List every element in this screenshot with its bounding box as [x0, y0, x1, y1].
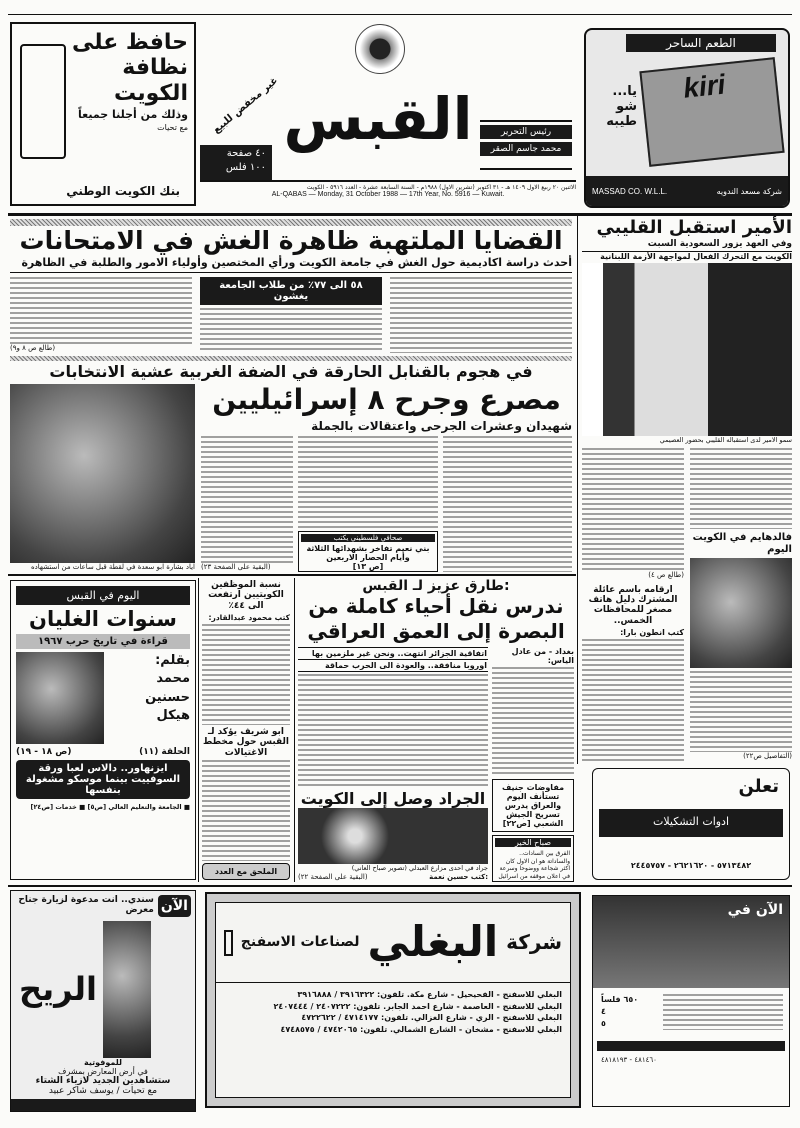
author: محمد	[156, 671, 190, 687]
ad-text: مع تحيات	[157, 122, 188, 132]
date-line-arabic: الاثنين ٢٠ ربيع الاول ١٤٠٩ هـ - ٣١ اكتوبر (تشرين الاول) ١٩٨٨م - السنة السابعة عشرة - العدد ٥٩١٦ - الكويت	[306, 184, 576, 191]
westbank-kicker: في هجوم بالقنابل الحارقة في الضفة الغربية عشية الانتخابات	[49, 362, 533, 381]
locust-photo	[298, 808, 488, 864]
ad-title: تعلن	[738, 776, 779, 797]
today-episode: الحلقة (١١)	[139, 747, 190, 758]
ad-baghli	[205, 892, 581, 1108]
article-body-text	[443, 436, 572, 572]
ad-text: حافظ على	[71, 30, 188, 55]
ad-new: ستشاهدين الجديد لازياء الشتاء	[35, 1076, 171, 1086]
slogan-line: يا...	[612, 84, 637, 99]
aziz-sub: اتفاقية الجزائر انتهت.. ونحن غير ملزمين بها	[298, 647, 488, 660]
locust-headline: الجراد وصل إلى الكويت	[300, 789, 486, 809]
ad-phones: ٥٧١٣٤٨٢ - ٢٦٢١٦٢٠ - ٢٤٤٥٧٥٧	[630, 861, 752, 870]
article-body-text	[390, 277, 572, 354]
box-page: [ص ١٣]	[352, 562, 384, 571]
product-box-image	[639, 57, 784, 167]
waldheim-photo	[690, 558, 792, 668]
author: حسنين	[145, 689, 190, 705]
branch-line: البغلي للاسفنج - العاصمة - شارع احمد الجابر. تلفون: ٢٤٠٧٢٢٢ / ٢٤٠٧٤٤٤	[273, 1001, 562, 1011]
employees-column	[202, 580, 290, 880]
jump-line: (التفاصيل ص٢٢)	[743, 752, 792, 761]
westbank-headline: مصرع وجرح ٨ إسرائيليين	[212, 383, 561, 417]
article-body-text	[582, 448, 684, 571]
today-byline	[108, 652, 190, 744]
ad-prices	[601, 994, 638, 1030]
ad-phones: ٤٨١٤٦٠ - ٤٨١٨١٩٣	[601, 1056, 657, 1064]
article-body-text	[201, 436, 293, 563]
ad-company: شركة	[506, 930, 562, 954]
logo-icon	[224, 930, 233, 956]
lead-headline: القضايا الملتهبة ظاهرة الغش في الامتحانات	[19, 226, 563, 255]
brand-kiri: kiri	[681, 68, 727, 104]
article-body-text	[298, 674, 488, 787]
emir-phone-column	[582, 448, 684, 762]
jump-line: (طالع ص ٨ و٩)	[10, 343, 56, 352]
jump-line: (طالع ص ٤)	[648, 570, 684, 579]
box-text: بني نعيم تفاخر بشهدائها الثلاثة وأيام الحصار الاربعين	[306, 544, 430, 562]
price-item: ٦٥٠ فلساً	[601, 995, 639, 1004]
ad-band	[597, 1041, 785, 1051]
price-note: غير مخفض للبيع	[210, 75, 281, 136]
ad-brand: الريح	[19, 970, 97, 1009]
box-kicker: صحافي فلسطيني يكتب	[301, 534, 435, 542]
today-subtitle: قراءة في تاريخ حرب ١٩٦٧	[16, 634, 190, 649]
editor-box	[480, 120, 572, 170]
article-body-text	[690, 671, 792, 752]
hatch-band	[10, 356, 572, 361]
article-body-text	[200, 308, 382, 354]
center-column	[298, 578, 574, 882]
page-count: ٤٠ صفحة	[226, 148, 266, 159]
hatch-band	[10, 219, 572, 226]
article-body-text	[690, 448, 792, 529]
article-body-text	[582, 639, 684, 762]
good-morning-box	[492, 835, 574, 882]
ad-now: الآن	[158, 895, 191, 917]
heikal-photo	[16, 652, 104, 744]
lead-callout-box: ٥٨ الى ٧٧٪ من طلاب الجامعة يغشون	[200, 277, 382, 305]
top-rule	[8, 14, 792, 15]
ad-text: نظافة	[122, 55, 188, 81]
author: هيكل	[156, 707, 190, 723]
today-black-box: ايزنهاور.. دالاس لعبا ورقة السوفييت بينما موسكو مشغولة بنفسها	[16, 760, 190, 799]
lead-subhead: أحدث دراسة اكاديمية حول الغش في جامعة الكويت ورأي المختصين وأولياء الامور والطلبة في الظاهرة	[10, 256, 572, 273]
aziz-sub: اوروبا منافقة.. والعودة الى الحرب حماقة	[298, 660, 488, 672]
thick-rule	[8, 213, 792, 216]
article-body-text	[492, 667, 574, 777]
ad-brand-baghli: البغلي	[367, 917, 499, 967]
rule	[8, 885, 792, 887]
trash-figure-icon	[20, 44, 66, 159]
ad-text: وذلك من أجلنا جميعاً	[78, 107, 188, 121]
ad-center-right	[592, 895, 790, 1107]
byline: كتب حسين نعمة:	[429, 872, 488, 881]
rule	[8, 574, 576, 576]
slogan-line: شو	[616, 98, 637, 114]
emir-meeting-photo	[582, 263, 792, 436]
slogan-line: طيبه	[606, 113, 637, 129]
byline: كتب انطون بارا:	[620, 628, 684, 638]
column-title: صباح الخير	[495, 838, 571, 847]
ad-text-group	[70, 30, 188, 200]
price-item: ٥	[601, 1019, 606, 1028]
today-title: سنوات الغليان	[29, 607, 177, 631]
logo-emblem-icon	[355, 24, 405, 74]
supplement-box: الملحق مع العدد	[202, 863, 290, 880]
westbank-subhead: شهيدان وعشرات الجرحى واعتقالات بالجملة	[311, 418, 572, 433]
dateline: بغداد - من عادل الياس:	[511, 647, 574, 666]
today-in-qabas-box	[10, 580, 196, 880]
today-footer: ■ الجامعة والتعليم العالي [ص٥] ■ خدمات [ص٢٤]	[30, 803, 190, 812]
ad-venue: في أرض المعارض بمشرف	[58, 1067, 148, 1076]
date-block	[200, 180, 576, 200]
ad-invite: سندي.. انت مدعوة لزيارة جناح معرض	[18, 895, 154, 915]
editor-name: محمد جاسم الصقر	[480, 142, 572, 156]
ad-greeting: مع تحيات / يوسف شاكر عبيد	[48, 1086, 158, 1096]
model-photo	[103, 921, 151, 1058]
employees-headline: نسبة الموظفين الكويتيين ارتفعت الى ٤٤٪	[208, 580, 284, 611]
lead-story	[10, 219, 572, 353]
aziz-kicker: طارق عزيز لـ القبس:	[362, 578, 510, 594]
ad-title: الطعم الساحر	[626, 34, 776, 52]
ad-clean-kuwait	[10, 22, 196, 206]
column-rule	[198, 578, 199, 882]
column-rule	[577, 216, 578, 764]
date-line-english: AL-QABAS — Monday, 31 October 1988 — 17th Year, No. 5916 — Kuwait.	[271, 191, 505, 199]
article-body-text	[202, 760, 290, 861]
price-box	[200, 145, 272, 181]
phone-guide-headline: ارقامه باسم عائلة المشترك دليل هاتف مصغر للمحافظات الخمس..	[588, 584, 678, 626]
waldheim-column	[690, 448, 792, 762]
ad-line: ادوات التشكيلات	[599, 809, 783, 837]
article-body-text	[202, 624, 290, 725]
jump-line: (البقية على الصفحة ٢٢)	[298, 872, 368, 881]
emir-sub: الكويت مع التحرك الفعال لمواجهة الأزمة اللبنانية	[600, 251, 792, 261]
westbank-story	[10, 363, 572, 572]
jump-line: (البقية على الصفحة ٢٣)	[201, 562, 271, 571]
today-label: اليوم في القبس	[16, 586, 190, 605]
article-body-text	[10, 277, 192, 344]
ad-footer-band	[11, 1099, 195, 1111]
branch-line: البغلي للاسفنج - مشخان - الشارع الشمالي. تلفون: ٤٧٤٢٠٦٥ / ٤٧٤٨٥٧٥	[280, 1024, 562, 1034]
photo-caption: اياد بشارة ابو سعدة في لقطة قبل ساعات من استشهاده	[30, 563, 195, 572]
emir-headline: الأمير استقبل القليبي	[596, 217, 792, 238]
emir-sub: وفي العهد يزور السعودية السبت	[582, 239, 792, 252]
ad-slogan	[592, 85, 637, 130]
byline-label: بقلم:	[155, 653, 190, 669]
column-text: الفرق بين السادات.. والساداتة هو ان الاول كان اكثر شجاعة ووضوحا وسرعة في اعلان موقفه من اسرائيل	[498, 850, 570, 880]
aziz-headline: ندرس نقل أحياء كاملة من البصرة إلى العمق العراقي	[307, 594, 565, 644]
ad-fashion	[10, 890, 196, 1112]
emir-story	[582, 218, 792, 444]
masked-youth-photo	[10, 384, 195, 563]
abusharif-headline: ابو شريف يؤكد لـ القبس حول مخطط الاغتيالات	[202, 727, 289, 758]
branch-line: البغلي للاسفنج - الفحيحيل - شارع مكة. تلفون: ٣٩١٦٣٢٢ / ٣٩١٦٨٨٨	[297, 990, 562, 999]
ad-body-text	[663, 994, 783, 1030]
ad-furniture	[592, 768, 790, 880]
branch-list	[216, 983, 570, 1041]
price-item: ٤	[601, 1007, 606, 1016]
today-pages: (ص ١٨ - ١٩)	[16, 747, 72, 758]
photo-caption: سمو الامير لدى استقباله القليبي بحضور العصيمي	[659, 435, 792, 444]
ad-brand-sub: للموفوتية	[83, 1058, 123, 1067]
article-body-text	[298, 436, 438, 528]
palestinian-journalist-box	[298, 531, 438, 572]
column-rule	[294, 578, 295, 882]
newspaper-logo: القبس	[283, 85, 473, 153]
ad-now: الآن في	[727, 902, 783, 918]
company-en: MASSAD CO. W.L.L.	[592, 186, 668, 196]
waldheim-headline: فالدهايم في الكويت اليوم	[692, 532, 792, 555]
price: ١٠٠ فلس	[225, 162, 266, 173]
rule	[200, 180, 576, 182]
branch-line: البغلي للاسفنج - الري - شارع الغزالي. تلفون: ٤٧١٤١٧٧ / ٤٧٢٢٦٢٢	[301, 1013, 562, 1023]
photo-caption: جراد في احدى مزارع العبدلي (تصوير صباح العاني)	[351, 864, 488, 873]
company-ar: شركة مسعد الندويه	[716, 186, 782, 196]
byline: كتب محمود عبدالقادر:	[208, 613, 290, 623]
sponsor-name: بنك الكويت الوطني	[66, 184, 180, 198]
ad-tagline: لصناعات الاسفنج	[240, 934, 360, 951]
editor-label: رئيس التحرير	[480, 125, 572, 139]
ad-kiri	[584, 28, 790, 208]
geneva-box: مفاوضات جنيف تستأنف اليوم والعراق يدرس تسريح الجيش الشعبي [ص٢٢]	[492, 779, 574, 832]
ad-text: الكويت	[114, 80, 188, 106]
